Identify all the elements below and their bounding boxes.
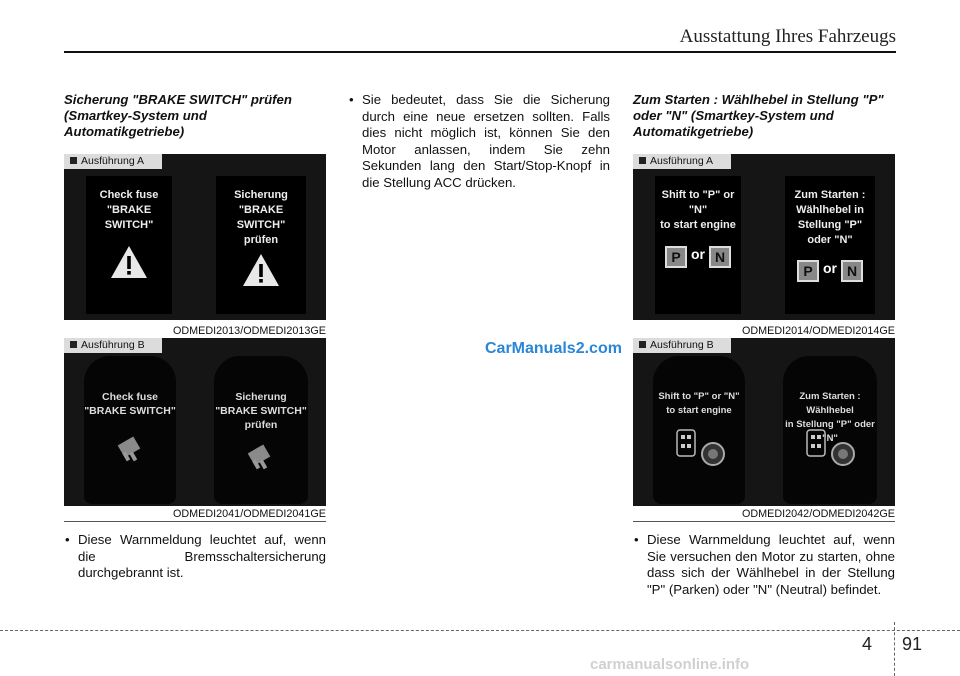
- panel-line: Wählhebel in: [796, 204, 864, 216]
- panel-line: Zum Starten : Wählhebel: [799, 391, 861, 416]
- display-panel-english: [655, 176, 741, 314]
- gear-indicator: P or N: [785, 260, 875, 282]
- column-brake-switch: [64, 92, 326, 580]
- panel-line: Check fuse: [99, 189, 159, 201]
- figure-label: Ausführung A: [64, 154, 162, 169]
- header-rule: [64, 51, 896, 53]
- p-gear-icon: P: [665, 246, 687, 268]
- cluster-panel-german: [783, 356, 877, 504]
- square-bullet-icon: [639, 341, 646, 348]
- figure-caption: ODMEDI2014/ODMEDI2014GE: [741, 325, 895, 337]
- column-start-shift: [633, 92, 895, 597]
- panel-line: Sicherung: [234, 189, 288, 201]
- fuse-icon: [114, 434, 148, 464]
- square-bullet-icon: [70, 157, 77, 164]
- warning-triangle-icon: [241, 252, 281, 288]
- panel-line: Zum Starten :: [794, 189, 866, 201]
- bullet-item: • Diese Warnmeldung leuchtet auf, wenn die Bremsschaltersicherung durchgebrannt ist.: [65, 532, 326, 580]
- panel-line: "BRAKE SWITCH": [104, 204, 154, 231]
- figure-shift-b: [633, 338, 895, 506]
- cluster-panel-german: [214, 356, 308, 504]
- panel-line: Shift to "P" or "N": [658, 391, 740, 402]
- figure-label: Ausführung B: [633, 338, 731, 353]
- panel-line: Check fuse: [101, 391, 159, 403]
- chapter-number: 4: [862, 634, 873, 654]
- n-gear-icon: N: [709, 246, 731, 268]
- start-button-icon: [675, 428, 727, 468]
- footer-rule: [0, 630, 960, 631]
- footer-divider: [894, 622, 895, 676]
- column-continuation: [348, 92, 610, 191]
- caption-rule: [64, 521, 326, 522]
- figure-brake-switch-a: [64, 154, 326, 320]
- display-panel-german: [216, 176, 306, 314]
- display-panel-german: [785, 176, 875, 314]
- n-gear-icon: N: [841, 260, 863, 282]
- panel-line: Stellung "P": [797, 219, 863, 231]
- square-bullet-icon: [70, 341, 77, 348]
- figure-label: Ausführung B: [64, 338, 162, 353]
- bullet-item: • Diese Warnmeldung leuchtet auf, wenn Sie versuchen den Motor zu starten, ohne dass sich der Wählhebel in der Stellung "P" (Parken) oder "N" (Neutral) befindet.: [634, 532, 895, 597]
- square-bullet-icon: [639, 157, 646, 164]
- figure-caption: ODMEDI2041/ODMEDI2041GE: [172, 508, 326, 520]
- panel-line: "BRAKE SWITCH": [215, 405, 307, 417]
- caption-rule: [633, 521, 895, 522]
- section-title-brake-switch: Sicherung "BRAKE SWITCH" prüfen (Smartkey-System und Automatikgetriebe): [64, 92, 292, 139]
- figure-caption: ODMEDI2013/ODMEDI2013GE: [172, 325, 326, 337]
- panel-line: oder "N": [807, 234, 853, 246]
- bullet-dot: •: [65, 532, 70, 547]
- bullet-dot: •: [349, 92, 354, 107]
- footer-watermark: carmanualsonline.info: [590, 656, 750, 673]
- panel-line: in Stellung "P" oder "N": [785, 419, 875, 444]
- page-number: 91: [902, 634, 923, 654]
- bullet-dot: •: [634, 532, 639, 547]
- warning-triangle-icon: [109, 244, 149, 280]
- watermark-logo: CarManuals2.com: [485, 340, 622, 357]
- panel-line: Sicherung: [235, 391, 287, 403]
- running-header-title: Ausstattung Ihres Fahrzeugs: [679, 26, 896, 47]
- fuse-icon: [244, 442, 278, 472]
- figure-label: Ausführung A: [633, 154, 731, 169]
- p-gear-icon: P: [797, 260, 819, 282]
- panel-line: prüfen: [243, 234, 279, 246]
- panel-line: prüfen: [244, 419, 278, 431]
- panel-line: "BRAKE SWITCH": [236, 204, 286, 231]
- figure-brake-switch-b: [64, 338, 326, 506]
- cluster-panel-english: [653, 356, 745, 504]
- panel-line: Shift to "P" or "N": [661, 189, 735, 216]
- section-title-start-shift: Zum Starten : Wählhebel in Stellung "P" oder "N" (Smartkey-System und Automatikgetriebe): [633, 92, 884, 139]
- panel-line: "BRAKE SWITCH": [84, 405, 176, 417]
- figure-caption: ODMEDI2042/ODMEDI2042GE: [741, 508, 895, 520]
- start-button-icon: [805, 428, 857, 468]
- gear-indicator: P or N: [655, 246, 741, 268]
- bullet-item: • Sie bedeutet, dass Sie die Sicherung durch eine neue ersetzen sollten. Falls dies nicht möglich ist, können Sie den Motor anlassen, indem Sie zehn Sekunden lang den Start/Stop-Knopf in die Stellung ACC drücken.: [349, 92, 610, 190]
- display-panel-english: [86, 176, 172, 314]
- panel-line: to start engine: [666, 405, 732, 416]
- figure-shift-a: [633, 154, 895, 320]
- cluster-panel-english: [84, 356, 176, 504]
- panel-line: to start engine: [660, 219, 736, 231]
